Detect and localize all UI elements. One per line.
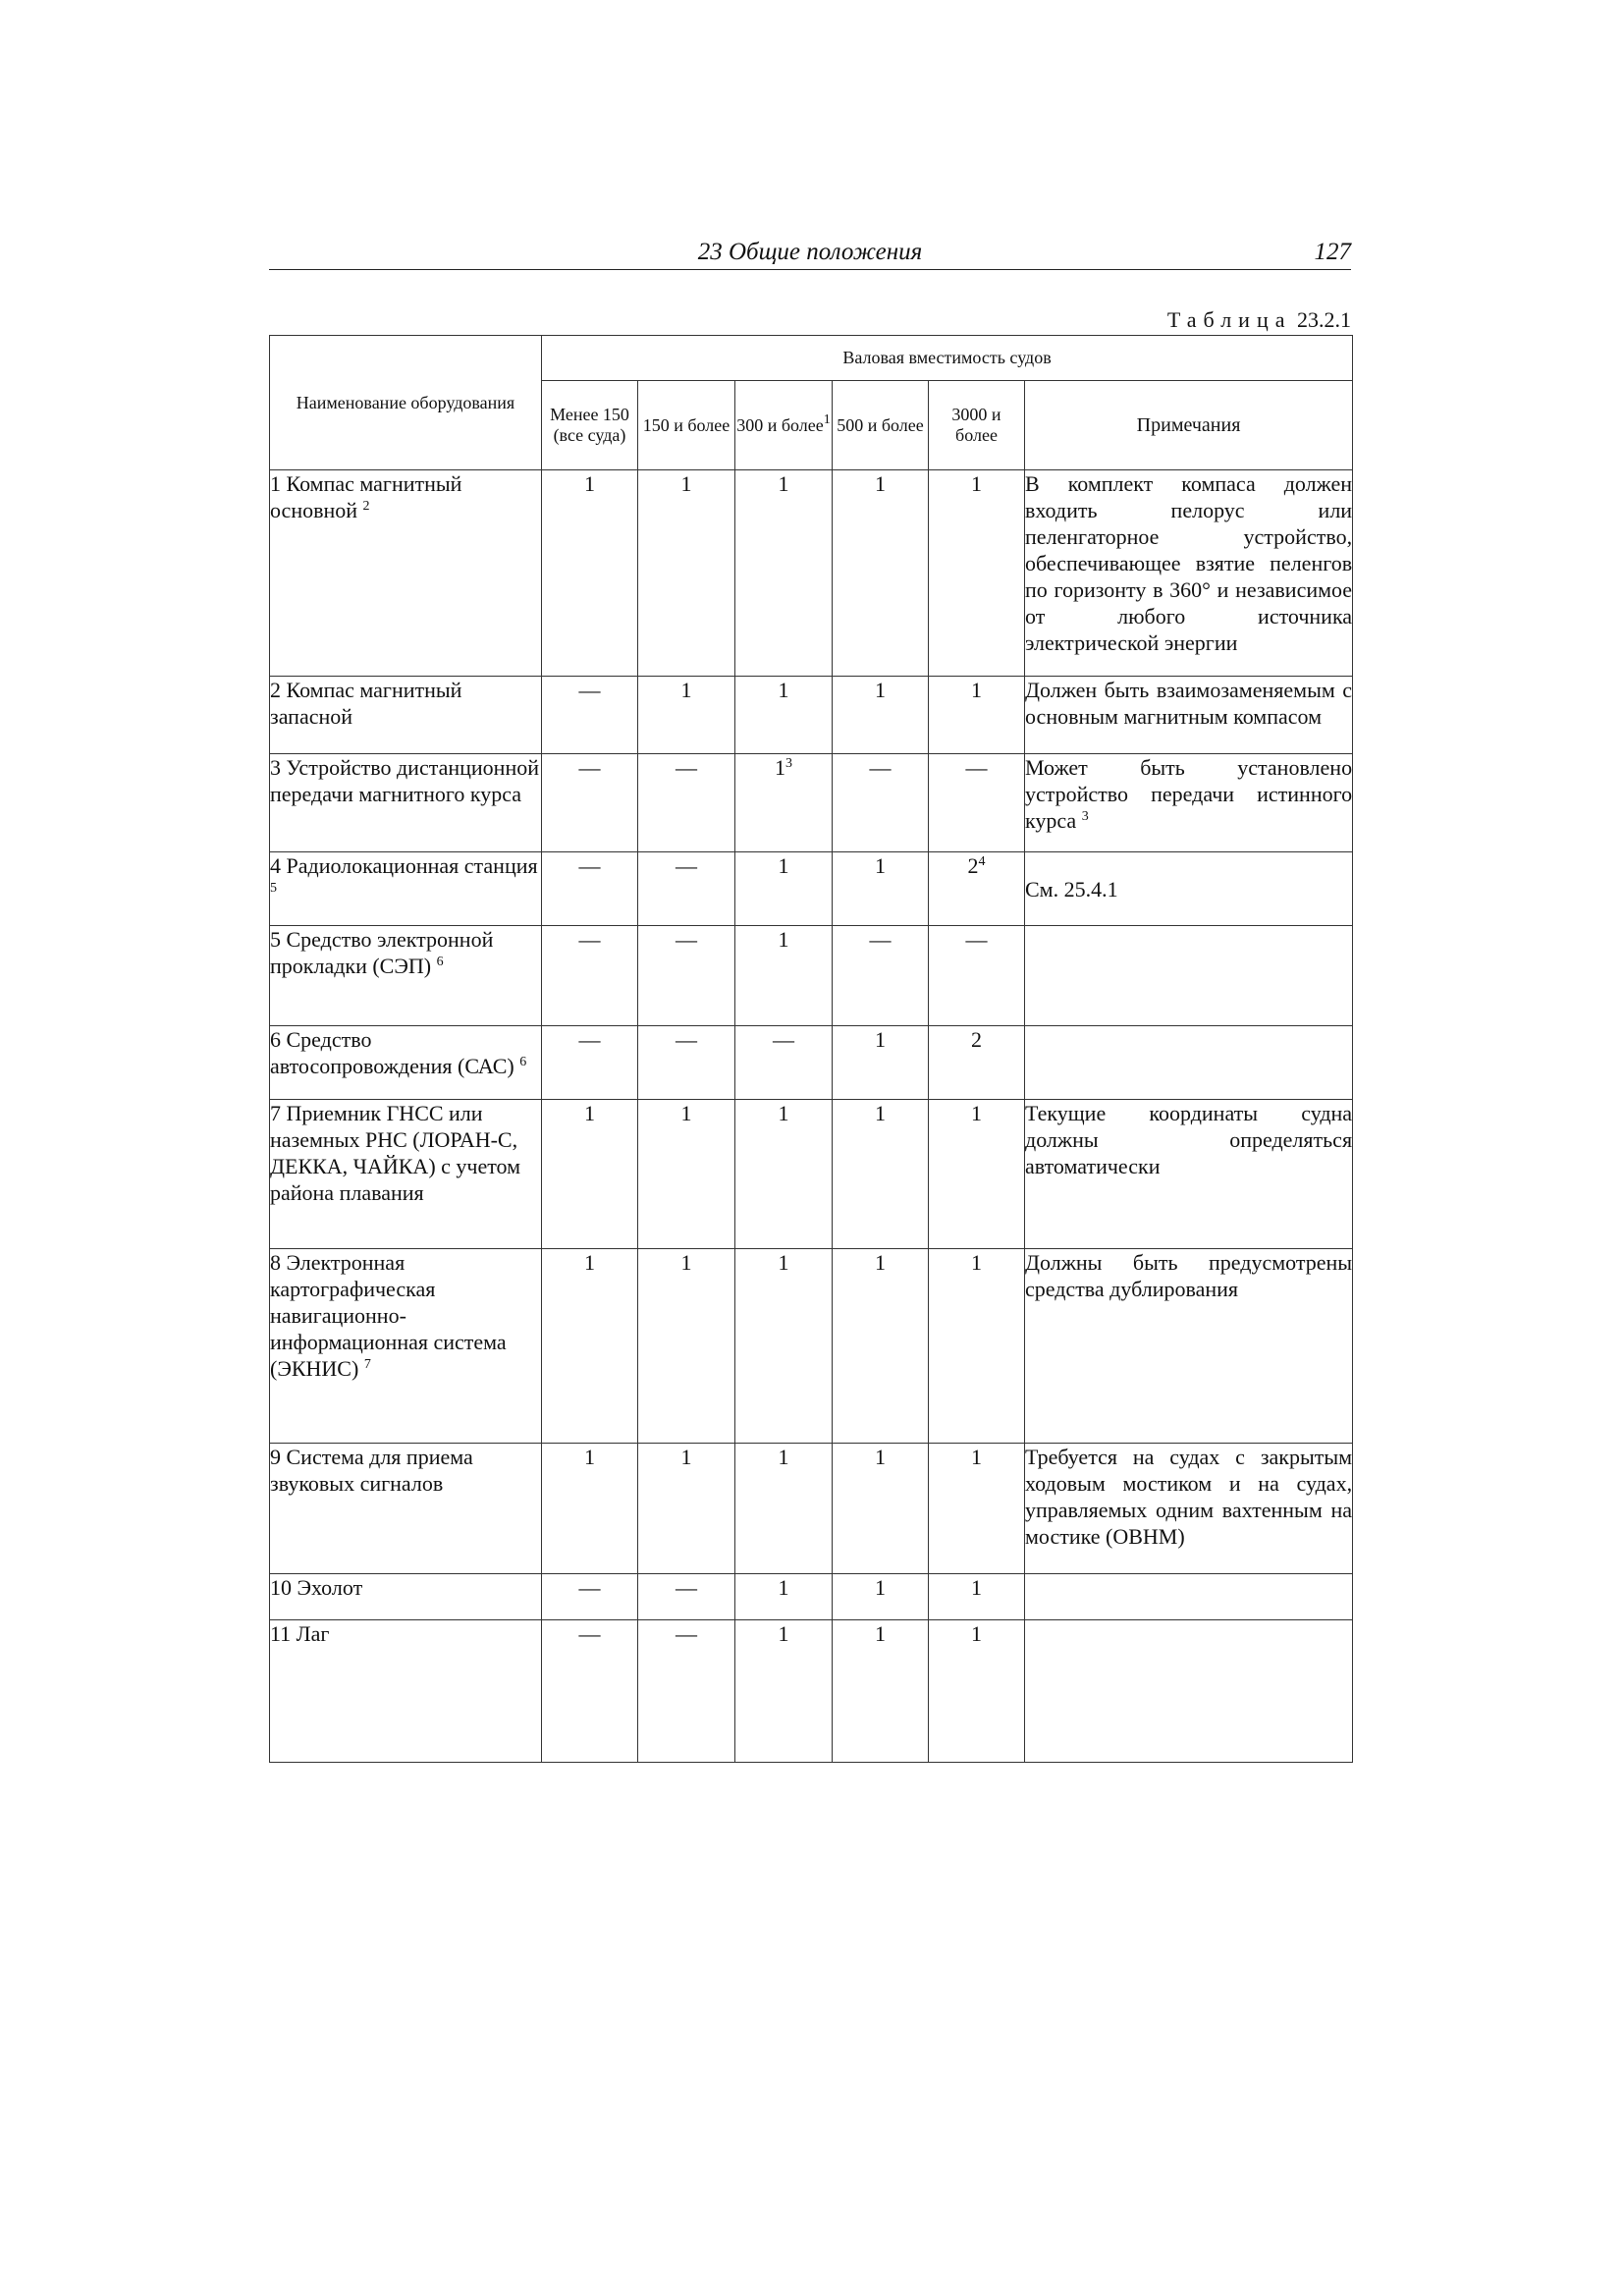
equipment-name: 6 Средство автосопровождения (САС) <box>270 1027 514 1078</box>
note-text: Должны быть предусмотрены средства дублирования <box>1025 1250 1353 1301</box>
page-number: 127 <box>1314 239 1351 265</box>
quantity-value: 1 <box>680 1445 692 1469</box>
header-equipment-name: Наименование оборудования <box>270 336 542 470</box>
quantity-value: 1 <box>778 1445 789 1469</box>
quantity-value: 1 <box>971 471 982 496</box>
equipment-name: 2 Компас магнитный запасной <box>270 678 462 729</box>
quantity-value: 1 <box>778 1575 789 1600</box>
table-row <box>270 1574 1353 1620</box>
quantity-cell <box>833 1249 929 1444</box>
header-tonnage-label: 500 и более <box>837 414 924 435</box>
note-cell <box>1025 1620 1353 1763</box>
header-tonnage-col <box>542 381 638 470</box>
quantity-cell <box>929 1026 1025 1100</box>
equipment-name: 5 Средство электронной прокладки (СЭП) <box>270 927 494 978</box>
table-row <box>270 1444 1353 1574</box>
quantity-value: 1 <box>971 678 982 702</box>
equipment-table <box>269 335 1353 1763</box>
footnote-ref: 6 <box>436 955 444 969</box>
equipment-name-cell <box>270 470 542 677</box>
quantity-value: 1 <box>875 1445 886 1469</box>
quantity-cell <box>735 754 833 852</box>
quantity-cell <box>929 677 1025 754</box>
table-row <box>270 1620 1353 1763</box>
header-tonnage-col <box>638 381 735 470</box>
quantity-value: 1 <box>778 678 789 702</box>
quantity-cell <box>735 1620 833 1763</box>
equipment-name-cell <box>270 1444 542 1574</box>
quantity-cell <box>542 1444 638 1574</box>
equipment-name-cell <box>270 926 542 1026</box>
equipment-name-cell <box>270 852 542 926</box>
table-row <box>270 1026 1353 1100</box>
table-row <box>270 926 1353 1026</box>
quantity-value: 1 <box>778 1101 789 1125</box>
note-cell <box>1025 1444 1353 1574</box>
equipment-name-cell <box>270 677 542 754</box>
quantity-cell <box>542 470 638 677</box>
quantity-cell <box>638 1620 735 1763</box>
equipment-name-cell <box>270 1249 542 1444</box>
quantity-cell <box>833 677 929 754</box>
quantity-cell <box>929 926 1025 1026</box>
quantity-cell <box>833 852 929 926</box>
quantity-value: 1 <box>971 1250 982 1275</box>
quantity-cell <box>929 1100 1025 1249</box>
quantity-value: 1 <box>971 1445 982 1469</box>
quantity-value: — <box>676 853 697 878</box>
quantity-value: 1 <box>971 1575 982 1600</box>
quantity-cell <box>735 852 833 926</box>
quantity-cell <box>638 677 735 754</box>
quantity-value: — <box>676 755 697 780</box>
quantity-value: — <box>965 755 988 780</box>
quantity-cell <box>542 926 638 1026</box>
quantity-value: — <box>578 853 601 878</box>
quantity-cell <box>735 677 833 754</box>
quantity-value: — <box>676 1027 697 1052</box>
footnote-ref: 7 <box>363 1357 371 1372</box>
note-cell <box>1025 754 1353 852</box>
table-caption <box>1167 307 1351 333</box>
quantity-cell <box>638 1026 735 1100</box>
quantity-value: — <box>869 927 892 952</box>
quantity-value: 1 <box>778 853 789 878</box>
table-caption-number: 23.2.1 <box>1297 307 1351 332</box>
quantity-value: — <box>578 1621 601 1646</box>
equipment-name: 3 Устройство дистанционной передачи магнитного курса <box>270 755 539 806</box>
equipment-name-cell <box>270 1620 542 1763</box>
note-text: Может быть установлено устройство передачи истинного курса <box>1025 755 1353 833</box>
quantity-value: 1 <box>584 1101 595 1125</box>
quantity-cell <box>735 1026 833 1100</box>
quantity-cell <box>735 470 833 677</box>
quantity-cell <box>735 1444 833 1574</box>
header-tonnage-col <box>833 381 929 470</box>
running-head <box>269 238 1351 270</box>
note-text: Требуется на судах с закрытым ходовым мостиком и на судах, управляемых одним вахтенным на мостике (ОВНМ) <box>1025 1445 1353 1549</box>
quantity-value: — <box>578 1027 601 1052</box>
quantity-value: 1 <box>680 1101 692 1125</box>
quantity-cell <box>542 677 638 754</box>
equipment-name: 7 Приемник ГНСС или наземных РНС (ЛОРАН-С, ДЕККА, ЧАЙКА) с учетом района плавания <box>270 1101 521 1205</box>
quantity-value: 1 <box>680 678 692 702</box>
footnote-ref: 6 <box>519 1055 527 1069</box>
quantity-cell <box>638 754 735 852</box>
quantity-value: 1 <box>680 471 692 496</box>
header-tonnage-label: 150 и более <box>642 414 730 435</box>
quantity-cell <box>833 1026 929 1100</box>
footnote-ref: 2 <box>362 499 370 514</box>
header-tonnage-label: Менее 150 (все суда) <box>550 405 629 445</box>
quantity-value: 1 <box>875 678 886 702</box>
header-tonnage-col <box>735 381 833 470</box>
note-text: В комплект компаса должен входить пелорус или пеленгаторное устройство, обеспечивающее взятие пеленгов по горизонту в 360° и независимое от любого источника электрической энергии <box>1025 471 1353 655</box>
note-cell <box>1025 926 1353 1026</box>
equipment-name: 1 Компас магнитный основной <box>270 471 462 522</box>
equipment-name-cell <box>270 754 542 852</box>
table-body <box>270 470 1353 1763</box>
quantity-value: 1 <box>778 927 789 952</box>
quantity-cell <box>929 1444 1025 1574</box>
quantity-value: — <box>578 678 601 702</box>
header-tonnage-label: 3000 и более <box>951 405 1001 445</box>
table-row <box>270 1100 1353 1249</box>
footnote-ref: 3 <box>785 756 792 771</box>
footnote-ref: 3 <box>1081 809 1089 824</box>
quantity-cell <box>542 1026 638 1100</box>
quantity-cell <box>542 1620 638 1763</box>
table-caption-label: Таблица <box>1166 307 1292 332</box>
quantity-value: 1 <box>778 1250 789 1275</box>
quantity-value: — <box>578 1575 601 1600</box>
quantity-cell <box>833 1444 929 1574</box>
table-row <box>270 1249 1353 1444</box>
quantity-cell <box>929 1249 1025 1444</box>
note-cell <box>1025 677 1353 754</box>
quantity-cell <box>929 1620 1025 1763</box>
quantity-value: 1 <box>778 1621 789 1646</box>
equipment-name-cell <box>270 1100 542 1249</box>
footnote-ref: 1 <box>823 411 831 427</box>
quantity-value: — <box>578 755 601 780</box>
quantity-value: — <box>965 927 988 952</box>
quantity-value: 1 <box>875 1101 886 1125</box>
quantity-cell <box>735 1574 833 1620</box>
quantity-cell <box>542 1100 638 1249</box>
note-text: Текущие координаты судна должны определяться автоматически <box>1025 1101 1353 1178</box>
table-row <box>270 470 1353 677</box>
quantity-cell <box>638 1100 735 1249</box>
note-cell <box>1025 470 1353 677</box>
footnote-ref: 5 <box>270 881 277 896</box>
quantity-cell <box>638 470 735 677</box>
quantity-value: 1 <box>875 1575 886 1600</box>
quantity-value: — <box>676 1575 697 1600</box>
quantity-value: 1 <box>875 1621 886 1646</box>
quantity-cell <box>542 852 638 926</box>
quantity-cell <box>833 470 929 677</box>
note-text: См. 25.4.1 <box>1025 876 1118 902</box>
quantity-cell <box>735 1249 833 1444</box>
equipment-name-cell <box>270 1574 542 1620</box>
quantity-value: — <box>869 755 892 780</box>
header-tonnage-col <box>929 381 1025 470</box>
quantity-cell <box>833 1620 929 1763</box>
quantity-cell <box>833 926 929 1026</box>
equipment-name: 4 Радиолокационная станция <box>270 853 538 878</box>
note-cell <box>1025 1574 1353 1620</box>
note-text: Должен быть взаимозаменяемым с основным магнитным компасом <box>1025 678 1353 729</box>
quantity-value: — <box>676 927 697 952</box>
quantity-cell <box>929 470 1025 677</box>
quantity-cell <box>929 754 1025 852</box>
quantity-cell <box>929 852 1025 926</box>
quantity-value: 2 <box>971 1027 982 1052</box>
quantity-value: — <box>676 1621 697 1646</box>
running-title: 23 Общие положения <box>697 239 923 265</box>
note-cell <box>1025 1026 1353 1100</box>
footnote-ref: 4 <box>978 854 986 869</box>
equipment-name-cell <box>270 1026 542 1100</box>
quantity-value: 1 <box>875 1250 886 1275</box>
quantity-value: 1 <box>875 471 886 496</box>
quantity-cell <box>542 754 638 852</box>
quantity-value: 1 <box>875 853 886 878</box>
quantity-cell <box>735 1100 833 1249</box>
quantity-cell <box>638 1444 735 1574</box>
header-notes: Примечания <box>1025 381 1353 470</box>
quantity-cell <box>833 1100 929 1249</box>
quantity-value: — <box>773 1027 794 1052</box>
quantity-value: 1 <box>584 1445 595 1469</box>
quantity-value: 1 <box>584 1250 595 1275</box>
quantity-value: 1 <box>680 1250 692 1275</box>
equipment-name: 8 Электронная картографическая навигационно-информационная система (ЭКНИС) <box>270 1250 507 1381</box>
quantity-cell <box>638 852 735 926</box>
quantity-value: — <box>578 927 601 952</box>
table-row <box>270 852 1353 926</box>
quantity-cell <box>735 926 833 1026</box>
equipment-name: 9 Система для приема звуковых сигналов <box>270 1445 473 1496</box>
quantity-cell <box>833 1574 929 1620</box>
equipment-name: 10 Эхолот <box>270 1575 363 1600</box>
quantity-value: 1 <box>875 1027 886 1052</box>
quantity-cell <box>638 1249 735 1444</box>
table-header <box>270 336 1353 470</box>
note-cell <box>1025 1100 1353 1249</box>
quantity-value: 1 <box>971 1621 982 1646</box>
table-row <box>270 677 1353 754</box>
quantity-cell <box>833 754 929 852</box>
quantity-cell <box>638 926 735 1026</box>
quantity-cell <box>542 1574 638 1620</box>
quantity-value: 1 <box>584 471 595 496</box>
quantity-cell <box>542 1249 638 1444</box>
note-cell <box>1025 852 1353 926</box>
table-row <box>270 754 1353 852</box>
quantity-value: 2 <box>967 853 979 878</box>
quantity-cell <box>929 1574 1025 1620</box>
equipment-name: 11 Лаг <box>270 1621 330 1646</box>
quantity-value: 1 <box>971 1101 982 1125</box>
quantity-cell <box>638 1574 735 1620</box>
header-tonnage-label: 300 и более <box>736 414 824 435</box>
header-gross-tonnage: Валовая вместимость судов <box>542 336 1353 381</box>
note-cell <box>1025 1249 1353 1444</box>
quantity-value: 1 <box>775 755 785 780</box>
quantity-value: 1 <box>778 471 789 496</box>
